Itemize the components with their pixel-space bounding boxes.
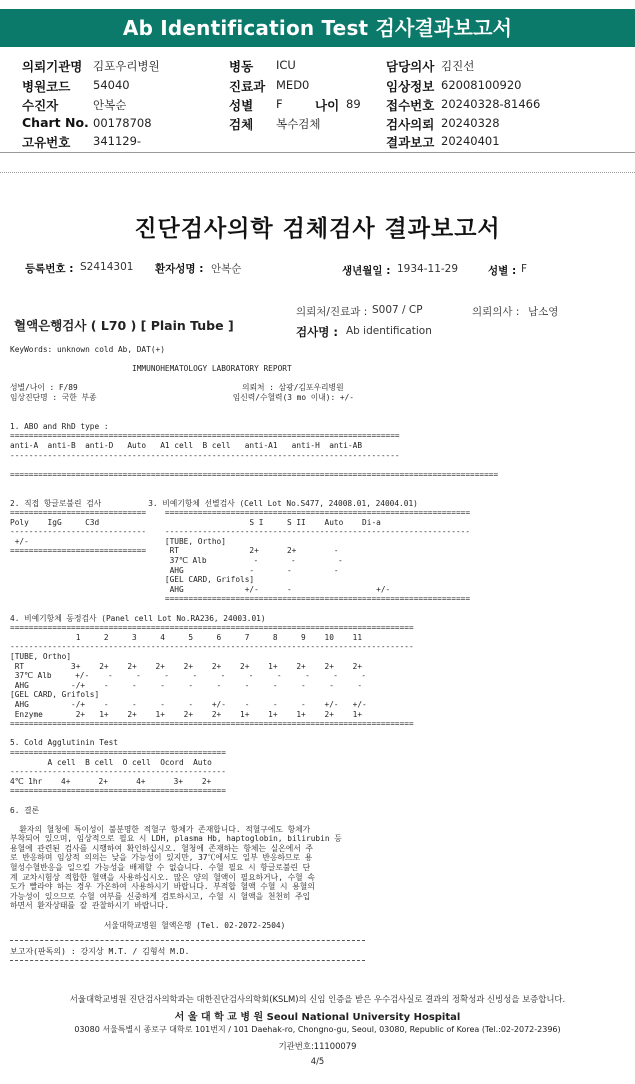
- report-line: [10, 729, 498, 739]
- hospital-name-value: 김포우리병원: [93, 59, 160, 73]
- report-line: ======================================================================================: [10, 623, 414, 633]
- report-line: [10, 604, 498, 614]
- clinical-info-label: 임상정보: [386, 79, 435, 94]
- signature-line: 보고자(판독의) : 강지상 M.T. / 김형석 M.D.: [10, 947, 190, 956]
- report-line: -----------------------------------------------------------------------------------: [10, 450, 400, 460]
- report-line: 계 교차시험상 적합한 혈액을 사용하십시오. 많은 양의 혈액이 필요하거나, 수혈 속: [10, 872, 315, 882]
- report-line: AHG -/+ - - - - - - - - - -: [10, 680, 363, 690]
- accession-value: 20240328-81466: [441, 97, 541, 111]
- report-line: [10, 355, 498, 365]
- report-date-label: 결과보고: [386, 135, 435, 150]
- page-divider: [0, 172, 635, 173]
- request-date-value: 20240328: [441, 116, 500, 130]
- requesting-doctor-value: 남소영: [528, 306, 559, 318]
- report-line: AHG - - -: [10, 565, 339, 575]
- accession-label: 접수번호: [386, 98, 435, 113]
- report-line: anti-A anti-B anti-D Auto A1 cell B cell anti-A1 anti-H anti-AB: [10, 440, 363, 450]
- report-line: RT 3+ 2+ 2+ 2+ 2+ 2+ 2+ 1+ 2+ 2+ 2+: [10, 661, 363, 671]
- report-line: AHG +/- - +/-: [10, 584, 391, 594]
- specimen-value: 복수검체: [276, 117, 321, 131]
- patient-name-value: 안복순: [93, 98, 127, 112]
- registration-label: 등록번호 :: [25, 263, 74, 275]
- patient-label: 환자성명 :: [155, 263, 204, 275]
- report-line: 환자의 혈청에 특이성이 불분명한 적혈구 항체가 존재합니다. 적혈구에도 항체가: [10, 824, 311, 834]
- ward-value: ICU: [276, 58, 296, 72]
- age-label: 나이: [315, 98, 340, 113]
- dob-label: 생년월일 :: [342, 265, 391, 277]
- patient-value: 안복순: [211, 263, 242, 275]
- report-line: 6. 결론: [10, 805, 40, 815]
- report-line: 서울대학교병원 혈액은행 (Tel. 02-2072-2504): [10, 920, 286, 930]
- footer-certification: 서울대학교병원 진단검사의학과는 대한진단검사의학회(KSLM)의 신임 인증을 받은 우수검사실로 결과의 정확성과 신빙성을 보증합니다.: [69, 994, 566, 1004]
- report-line: [TUBE, Ortho]: [10, 652, 72, 661]
- registration-value: S2414301: [80, 261, 134, 273]
- report-line: [10, 479, 498, 489]
- requesting-doctor-label: 의뢰의사 :: [472, 306, 520, 318]
- report-line: 4. 비예기항체 동정검사 (Panel cell Lot No.RA236, 24003.01): [10, 613, 266, 623]
- report-line: =================================================================: [10, 594, 471, 604]
- sex-label-2: 성별 :: [488, 265, 517, 277]
- footer-hospital-name: 서 울 대 학 교 병 원 Seoul National University Hospital: [174, 1012, 461, 1023]
- page-number: 4/5: [310, 1056, 325, 1066]
- department-requester-value: S007 / CP: [372, 304, 423, 316]
- report-line: [10, 374, 498, 384]
- report-line: 성별/나이 : F/89 의뢰처 : 삼광/김포우리병원: [10, 383, 344, 393]
- footer-address: 03080 서울특별시 종로구 대학로 101번지 / 101 Daehak-ro, Chongno-gu, Seoul, 03080, Republic of Korea (Tel.:02-2072-2396): [74, 1025, 561, 1034]
- clinical-info-value: 62008100920: [441, 78, 522, 92]
- report-line: ============================= RT 2+ 2+ -: [10, 546, 339, 556]
- sex-value: F: [276, 97, 283, 111]
- report-banner: Ab Identification Test 검사결과보고서: [0, 9, 635, 47]
- report-line: [10, 460, 498, 470]
- sex-label: 성별: [229, 98, 254, 113]
- request-date-label: 검사의뢰: [386, 117, 435, 132]
- report-line: ----------------------------- -----------------------------------------------------------------: [10, 527, 471, 537]
- document-title: 진단검사의학 검체검사 결과보고서: [134, 216, 501, 242]
- department-requester-label: 의뢰처/진료과 :: [296, 306, 368, 318]
- unique-no-label: 고유번호: [22, 135, 71, 150]
- report-line: [10, 412, 498, 422]
- report-line: [GEL CARD, Grifols]: [10, 575, 255, 585]
- physician-label: 담당의사: [386, 59, 435, 74]
- report-line: 용혈에 관련된 검사를 시행하여 확인하십시오. 혈청에 존재하는 항체는 실온에서 주: [10, 843, 314, 853]
- section-title: 혈액은행검사 ( L70 ) [ Plain Tube ]: [14, 318, 234, 333]
- report-line: ============================= =================================================================: [10, 508, 471, 518]
- report-line: [10, 911, 498, 921]
- report-line: 37℃ Alb - - -: [10, 556, 343, 566]
- hospital-code-value: 54040: [93, 78, 130, 92]
- report-line: A cell B cell O cell Ocord Auto: [10, 757, 212, 767]
- report-line: IMMUNOHEMATOLOGY LABORATORY REPORT: [10, 364, 292, 374]
- report-line: 5. Cold Agglutinin Test: [10, 738, 118, 748]
- test-name-value: Ab identification: [346, 325, 432, 337]
- report-line: ===================================================================================: [10, 431, 400, 441]
- report-line: [10, 403, 498, 413]
- report-line: 4℃ 1hr 4+ 2+ 4+ 3+ 2+: [10, 776, 212, 786]
- report-date-value: 20240401: [441, 134, 500, 148]
- dob-value: 1934-11-29: [397, 263, 459, 275]
- department-label: 진료과: [229, 79, 266, 94]
- report-line: [GEL CARD, Grifols]: [10, 690, 100, 700]
- department-value: MED0: [276, 78, 310, 92]
- report-line: Enzyme 2+ 1+ 2+ 1+ 2+ 2+ 1+ 1+ 1+ 2+ 1+: [10, 709, 363, 719]
- report-line: ========================================================================================================: [10, 469, 499, 479]
- report-line: 부착되어 있으며, 임상적으로 필요 시 LDH, plasma Hb, haptoglobin, bilirubin 등: [10, 834, 342, 844]
- report-line: 도가 빨라야 하는 경우 가온하여 사용하시기 바랍니다. 부적합 혈액 수혈 시 용혈의: [10, 882, 315, 892]
- hospital-code-label: 병원코드: [22, 79, 71, 94]
- chart-no-value: 00178708: [93, 116, 152, 130]
- test-name-label: 검사명 :: [296, 325, 338, 339]
- footer-org-number: 기관번호:11100079: [278, 1041, 357, 1051]
- report-line: AHG -/+ - - - - +/- - - - +/- +/-: [10, 699, 367, 709]
- sex-value-2: F: [521, 263, 528, 275]
- unique-no-value: 341129-: [93, 134, 142, 148]
- report-line: 임상진단명 : 국한 부종 임신력/수혈력(3 mo 이내): +/-: [10, 392, 354, 402]
- report-line: 하면서 환자상태를 잘 관찰하시기 바랍니다.: [10, 901, 170, 911]
- report-line: Poly IgG C3d S I S II Auto Di-a: [10, 517, 381, 527]
- report-line: +/- [TUBE, Ortho]: [10, 536, 226, 546]
- chart-no-label: Chart No.: [22, 115, 89, 130]
- physician-value: 김진선: [441, 59, 475, 73]
- signature-divider-top: [10, 940, 365, 941]
- report-line: [10, 489, 498, 499]
- report-body: [10, 345, 498, 930]
- report-line: 37℃ Alb +/- - - - - - - - - - -: [10, 671, 367, 681]
- report-line: --------------------------------------------------------------------------------------: [10, 642, 414, 652]
- report-line: [10, 815, 498, 825]
- report-line: [10, 796, 498, 806]
- report-line: 로 반응하며 임상적 의의는 낮을 가능성이 있지만, 37℃에서도 일부 반응하므로 용: [10, 853, 313, 863]
- report-line: 가능성이 있으므로 수혈 여부를 신중하게 검토하시고, 수혈 시 혈액을 천천히 주입: [10, 891, 311, 901]
- signature-divider-bottom: [10, 960, 365, 961]
- report-line: ======================================================================================: [10, 719, 414, 729]
- report-line: KeyWords: unknown cold Ab, DAT(+): [10, 345, 165, 354]
- report-line: ----------------------------------------------: [10, 767, 226, 777]
- report-line: 2. 직접 항글로불린 검사 3. 비예기항체 선별검사 (Cell Lot No.S477, 24008.01, 24004.01): [10, 498, 418, 508]
- hospital-name-label: 의뢰기관명: [22, 59, 83, 74]
- ward-label: 병동: [229, 59, 254, 74]
- report-line: 혈성수혈반응을 일으킬 가능성을 배제할 수 없습니다. 수혈 필요 시 항글로불린 단: [10, 863, 311, 873]
- age-value: 89: [346, 97, 361, 111]
- report-line: ==============================================: [10, 747, 226, 757]
- report-line: ==============================================: [10, 786, 226, 796]
- patient-name-label: 수진자: [22, 98, 59, 113]
- specimen-label: 검체: [229, 117, 254, 132]
- report-line: 1. ABO and RhD type :: [10, 421, 109, 431]
- header-divider: [0, 152, 635, 153]
- report-line: 1 2 3 4 5 6 7 8 9 10 11: [10, 632, 363, 642]
